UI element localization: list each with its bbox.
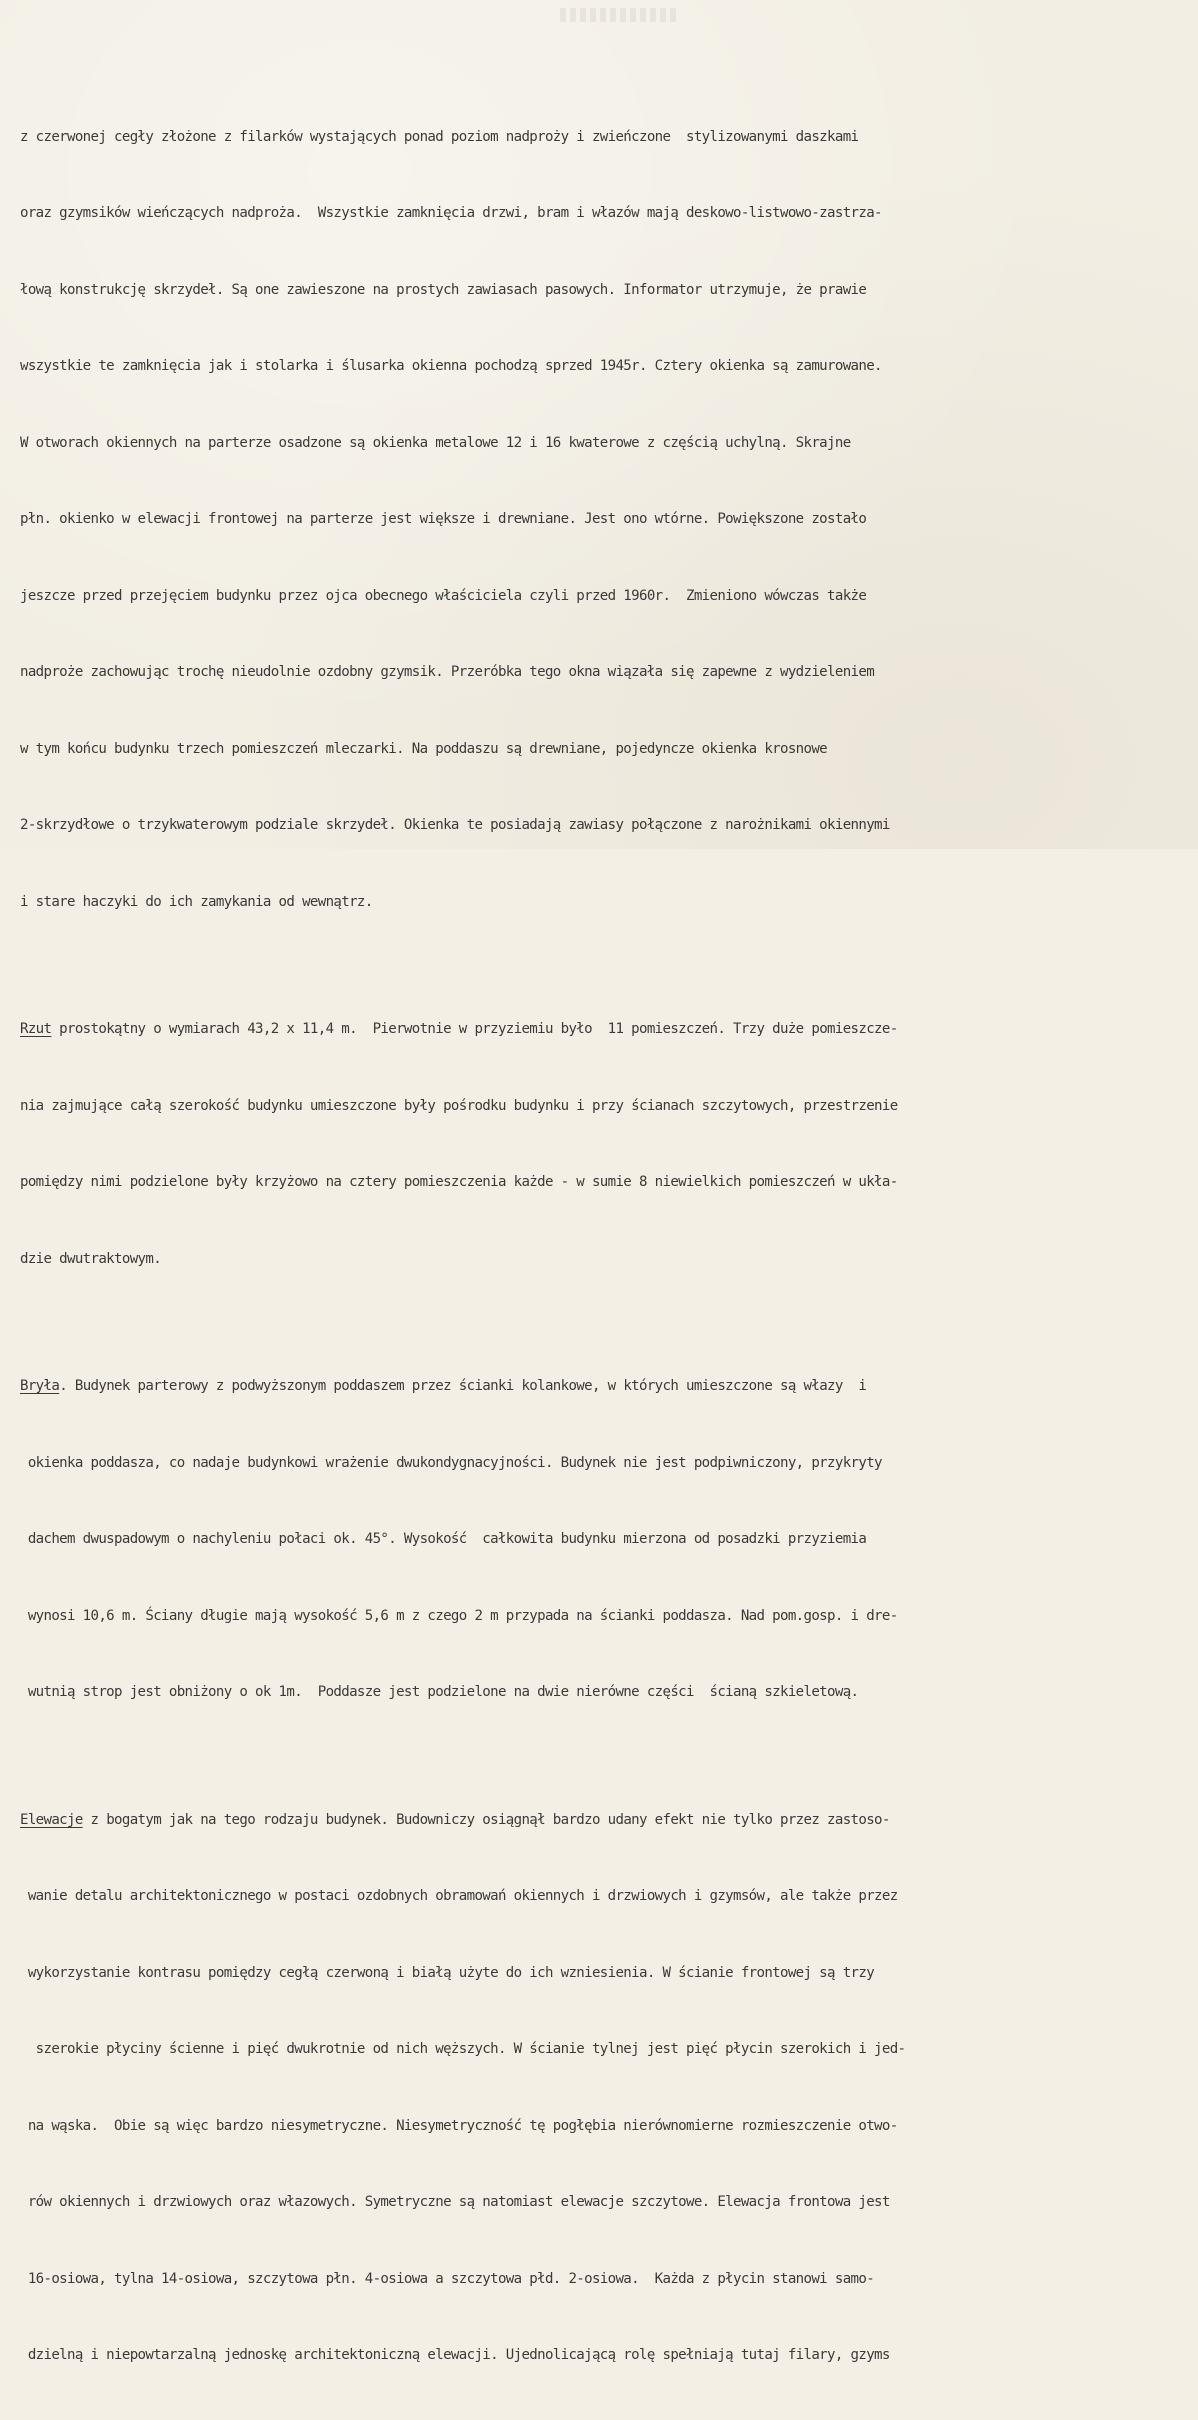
text-line: szerokie płyciny ścienne i pięć dwukrotnie od nich węższych. W ścianie tylnej jest pięć płycin szerokich i jed- [20,2041,906,2057]
text-line: W otworach okiennych na parterze osadzone są okienka metalowe 12 i 16 kwaterowe z częścią uchylną. Skrajne [20,434,851,451]
section-heading-bryla: Bryła [20,1378,60,1394]
text-line: dachem dwuspadowym o nachyleniu połaci ok. 45°. Wysokość całkowita budynku mierzona od posadzki przyziemia [20,1531,867,1547]
text-line: 2-skrzydłowe o trzykwaterowym podziale skrzydeł. Okienka te posiadają zawiasy połączone z narożnikami okiennymi [20,817,890,833]
text-line: płn. okienko w elewacji frontowej na parterze jest większe i drewniane. Jest ono wtórne. Powiększone zostało [20,511,867,527]
text-line: wutnią strop jest obniżony o ok 1m. Poddasze jest podzielone na dwie nierówne części ścianą szkieletową. [20,1684,859,1700]
text-line: wynosi 10,6 m. Ściany długie mają wysokość 5,6 m z czego 2 m przypada na ścianki poddasza. Nad pom.gosp. i dre- [20,1607,898,1624]
text-run: . Budynek parterowy z podwyższonym poddaszem przez ścianki kolankowe, w których umieszczone są włazy i [59,1378,867,1394]
section-heading-elewacje: Elewacje [20,1811,83,1828]
text-line: nia zajmujące całą szerokość budynku umieszczone były pośrodku budynku i przy ścianach szczytowych, przestrzenie [20,1097,898,1114]
text-line: na wąska. Obie są więc bardzo niesymetryczne. Niesymetryczność tę pogłębia nierównomierne rozmieszczenie otwo- [20,2117,898,2134]
text-line: wykorzystanie kontrasu pomiędzy cegłą czerwoną i białą użyte do ich wzniesienia. W ścianie frontowej są trzy [20,1964,875,1981]
text-line: nadproże zachowując trochę nieudolnie ozdobny gzymsik. Przeróbka tego okna wiązała się zapewne z wydzieleniem [20,664,875,680]
text-line: rów okiennych i drzwiowych oraz włazowych. Symetryczne są natomiast elewacje szczytowe. Elewacja frontowa jest [20,2194,890,2210]
text-line [20,1374,1190,1400]
text-line [20,1808,1190,1834]
text-line: łową konstrukcję skrzydeł. Są one zawieszone na prostych zawiasach pasowych. Informator utrzymuje, że prawie [20,281,867,298]
text-run: z bogatym jak na tego rodzaju budynek. Budowniczy osiągnął bardzo udany efekt nie tylko przez zastoso- [82,1811,890,1828]
text-line: oraz gzymsików wieńczących nadproża. Wszystkie zamknięcia drzwi, bram i włazów mają deskowo-listwowo-zastrza- [20,205,882,221]
text-line: dzie dwutraktowym. [20,1250,162,1267]
text-line: i stare haczyki do ich zamykania od wewnątrz. [20,893,373,910]
text-line: wanie detalu architektonicznego w postaci ozdobnych obramowań okiennych i drzwiowych i gzymsów, ale także przez [20,1888,898,1904]
text-run: prostokątny o wymiarach 43,2 x 11,4 m. Pierwotnie w przyziemiu było 11 pomieszczeń. Trzy duże pomieszcze- [51,1021,898,1037]
document-body [20,48,1190,2420]
text-line: jeszcze przed przejęciem budynku przez ojca obecnego właściciela czyli przed 1960r. Zmieniono wówczas także [20,587,867,604]
text-line [20,1017,1190,1043]
text-line: pomiędzy nimi podzielone były krzyżowo na cztery pomieszczenia każde - w sumie 8 niewielkich pomieszczeń w ukła- [20,1174,898,1190]
text-line: z czerwonej cegły złożone z filarków wystających ponad poziom nadproży i zwieńczone stylizowanymi daszkami [20,128,859,145]
section-heading-rzut: Rzut [20,1021,52,1037]
text-line: w tym końcu budynku trzech pomieszczeń mleczarki. Na poddaszu są drewniane, pojedyncze okienka krosnowe [20,740,828,757]
text-line: okienka poddasza, co nadaje budynkowi wrażenie dwukondygnacyjności. Budynek nie jest podpiwniczony, przykryty [20,1454,882,1471]
text-line: wszystkie te zamknięcia jak i stolarka i ślusarka okienna pochodzą sprzed 1945r. Cztery okienka są zamurowane. [20,358,882,374]
text-line: dzielną i niepowtarzalną jednoskę architektoniczną elewacji. Ujednolicającą rolę spełniają tutaj filary, gzyms [20,2347,890,2363]
faint-stamp-mark [560,8,680,22]
text-line: 16-osiowa, tylna 14-osiowa, szczytowa płn. 4-osiowa a szczytowa płd. 2-osiowa. Każda z płycin stanowi samo- [20,2270,875,2287]
